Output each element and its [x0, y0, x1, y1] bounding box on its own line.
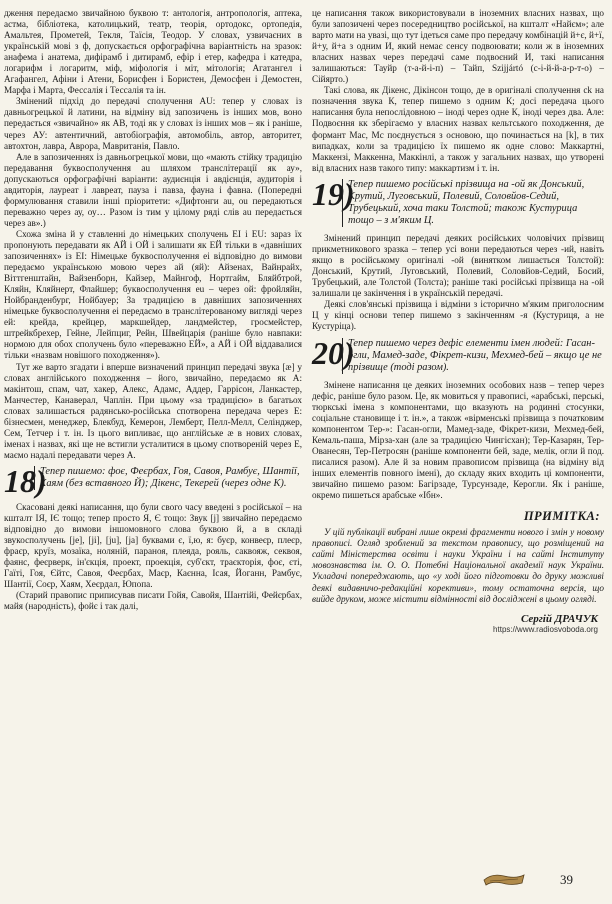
paragraph: Деякі слов'янські прізвища і відміни з історично м'яким приголосним Ц у кінці основи тепер пишемо з закінченням -я (Кустуриця, а не Кустуріца).	[312, 299, 604, 332]
paragraph: Такі слова, як Дікенс, Дікінсон тощо, де в оригіналі сполучення ck на позначення звука К, тепер пишемо з одним К; досі передача цього написання була непослідовною – іноді через одне К, іноді через два. Але: Подвоєння кк зберігаємо у власних назвах кельтського походження, де формант Мас, Мс поєднується з основою, що починається на [k], в тих випадках, коли за традицією їх пишемо як одне слово: Маккартні, Маккензі, Маккенна, Маккінлі, а також у загальних назвах, що утворені від власних назв такого типу: маккартизм і т. ін.	[312, 85, 604, 173]
page-number: 39	[560, 872, 573, 887]
pen-logo-icon	[482, 870, 526, 888]
paragraph: Змінене написання це деяких іноземних особових назв – тепер через дефіс, раніше було разом. Це, як мовиться у правописі, «арабські, перські, тюркські імена з компонентами, що вказують на родинні стосунки, соціальне становище і т. ін.», а також «вірменські прізвища з початковим компонентом Тер-»: Гасан-огли, Мамед-заде, Фікрет-кизи, Мехмед-бей, Кемаль-паша, Мірза-хан (але за традицією Чингісхан); Тер-Казарян, Тер-Ованесян, Тер-Петросян (раніше компоненти бей, заде, мелік, огли й под. писалися разом). Але й за новим правописом прізвища (на відміну від інших елементів повного імені), до складу яких входить ці компоненти, звичайно пишемо разом: Багірзаде, Турсунзаде, Керогли. Як і раніше, окремо пишеться арабське «Ібн».	[312, 379, 604, 501]
rule-19	[312, 175, 604, 227]
rule-number: 18)	[4, 462, 47, 499]
paragraph: Тут же варто згадати і вперше визначений принцип передачі звука [æ] у словах англійського походження – його, звичайно, передаємо як А: макінтош, спам, чат, хакер, Алекс, Адамс, Аддер, Гаррісон, Ланкастер, Манчестер, Канаверал, Чаплін. При цьому «за традицією» в багатьох словах залишається радянсько-російська спотворена передача через Е: бізнесмен, менеджер, Блекбуд, Кемерон, Лемберт, Пелл-Мелл, Селінджер, Сем, Тетчер і т. ін. Із цього випливає, що англійське æ в нових словах, іменах і назвах, які ще не встигли усталитися в цьому спотвореній через Е, маємо надалі передавати через А.	[4, 361, 302, 460]
paragraph: Скасовані деякі написання, що були свого часу введені з російської – на кшталт ІЯ, ІЄ тощо; тепер просто Я, Є тощо: Звук [j] звичайно передаємо відповідно до вимови іншомовного слова буквою й, а в складі звукосполучень [je], [ji], [ju], [ja] буквами є, ї,ю, я: буєр, конвеєр, плеєр, фраєр, круїз, мозаїка, ноляній, параноя, плеяда, рояль, саквояж, секвоя, фаянс, феєрверк, ін'єкція, проект, проекція, суб'єкт, траєкторія, фоє, єті, Гаїті, Гоя, Єйтс, Савоя, Феєрбах, Маєр, Каєнна, Ісая, Йоганн, Рамбує, Шантії, Соєр, Хаям, Хеєрдал, Юпопа.	[4, 501, 302, 590]
note-body: У цій публікації вибрані лише окремі фрагменти нового і змін у новому правописі. Огляд зроблений за текстом правопису, що розміщений на сайті Міністерства освіти і науки України і на сайті Інституту мовознавства ім. О. О. Потебні Національної академії наук України. Укладачі попереджають, що «у ході його підготовки до друку можливі деякі видавничо-редакційні корективи», тому остаточна версія, що вийде друком, може містити відмінності від досліджені в цьому огляді.	[312, 527, 604, 604]
rule-18	[4, 462, 302, 499]
paragraph: (Старий правопис приписував писати Гойя, Савойя, Шантійі, Фейєрбах, майя (народність), фойє і так далі,	[4, 590, 302, 612]
rule-20	[312, 334, 604, 374]
paragraph: Схожа зміна й у ставленні до німецьких сполучень EI і EU: зараз їх пропонують передавати як АЙ і ОЙ і залишати як ЕЙ тільки в «давніших запозиченнях» із EI: Німецьке буквосполучення ei відповідно до вимови передаємо українською мовою через ай (яй): Айзенах, Вайнрайх, Віттгенштайн, Вайзенборн, Кайзер, Майнгоф, Нортгайм, Бляйбтрой, Кляйн, Кляйнерт, Флайшер; буквосполучення eu – через ой: фройляйн, Нойбранденбург, Нойбауер; За традицією в давніших запозиченнях німецьке буквосполучення ei передаємо в транслітерованому вигляді через ей: крейда, крейцер, маркшейдер, ландмейстер, гросмейстер, штрейкбрехер, Гейне, Лейпциг, Рейн, Швейцарія (раніше було навпаки: нормою для обох сполучень було «переважно ЕЙ», а АЙ і ОЙ віддавалися тільки «назвам новішого походження»).	[4, 228, 302, 361]
rule-number: 20)	[312, 334, 355, 371]
right-column	[312, 8, 604, 634]
note-title: ПРИМІТКА:	[523, 509, 600, 524]
rule-text: Тепер пишемо російські прізвища на -ой як Донський, Крутий, Луговський, Полевий, Соловйов-Седий, Трубецький, хоча таки Толстой; також Кустурица тощо – з м'яким Ц.	[342, 179, 604, 227]
paragraph: це написання також використовували в іноземних власних назвах, що були запозичені через посередництво російської, на кшталт «Найєм»; але варто мати на увазі, що тут ідеться саме про передачу комбінацій й+є, й+ї, й+у, й+а з одним И, який немає сенсу подвоювати; коли ж в іноземних власних назвах через передачі саме подвоєний И, такі написання залишаються: Тауйр (т-а-й-і-п) – Тайп, Szijjártó (с-і-й-й-а-р-т-о) – Сійярто.)	[312, 8, 604, 85]
source-link[interactable]: https://www.radiosvoboda.org	[493, 624, 598, 634]
rule-text: Тепер пишемо: фоє, Феєрбах, Гоя, Савоя, Рамбує, Шантії, Хаям (без вставного Й); Дікенс, Текерей (через одне К).	[34, 466, 302, 490]
paragraph: Змінений підхід до передачі сполучення AU: тепер у словах із давньогрецької й латини, на відміну від запозичень із інших мов, воно передається «звичайно» як АВ, тоді як у словах із інших мов – як і раніше, через АУ: автентичний, автобіографія, автомобіль, автор, авторитет, автохтон, лавра, Аврора, Мавританія, Павло.	[4, 96, 302, 151]
author-name: Сергій ДРАЧУК	[520, 612, 598, 625]
paragraph: Але в запозиченнях із давньогрецької мови, що «мають стійку традицію передавання буквосполучення au шляхом транслітерації як ау», допускаються орфографічні варіанти: аудиєнція і авдієнція, аудиторія і авдиторія, лауреат і лавреат, пауза і павза, фауна і фавна. (Попередні формулювання ставили інші пріоритети: «Дифтонги au, ou передаються переважно через ау, оу… Разом із тим у цілому ряді слів au передається через ав».)	[4, 151, 302, 228]
rule-number: 19)	[312, 175, 355, 212]
paragraph: дження передаємо звичайною буквою т: антологія, антропологія, аптека, астма, бібліотека, католицький, театр, теорія, ортодокс, ортопедія, Амальтея, Прометей, Текля, Таїсія, Теодор. У словах, узвичаєних в українській мові з ф, допускається орфографічна варіантність на зразок: анафема і анатема, дифірамб і дитирамб, ефір і етер, кафедра і катедра, логарифм і логаритм, міф, міфологія і міт, мітологія; Агатангел і Агафангел, Афіни і Атени, Борисфен і Бористен, Демосфен і Демостен, Марфа і Марта, Фессалія і Тессалія та ін.	[4, 8, 302, 96]
paragraph: Змінений принцип передачі деяких російських чоловічих прізвищ прикметникового зразка – тепер усі вони передаються через -ий, навіть якщо в російському оригіналі -ой (винятком лишається Толстой): Донський, Крутий, Луговський, Полевий, Соловйов-Седий, Босий, Трубецький, але Толстой (Толста); раніше такі російські прізвища на -ой залишали це закінчення і в українській передачі.	[312, 233, 604, 299]
rule-text: Тепер пишемо через дефіс елементи імен людей: Гасан-огли, Мамед-заде, Фікрет-кизи, Мехмед-бей – якщо це не прізвище (тоді разом).	[342, 338, 604, 374]
left-column	[4, 8, 302, 612]
